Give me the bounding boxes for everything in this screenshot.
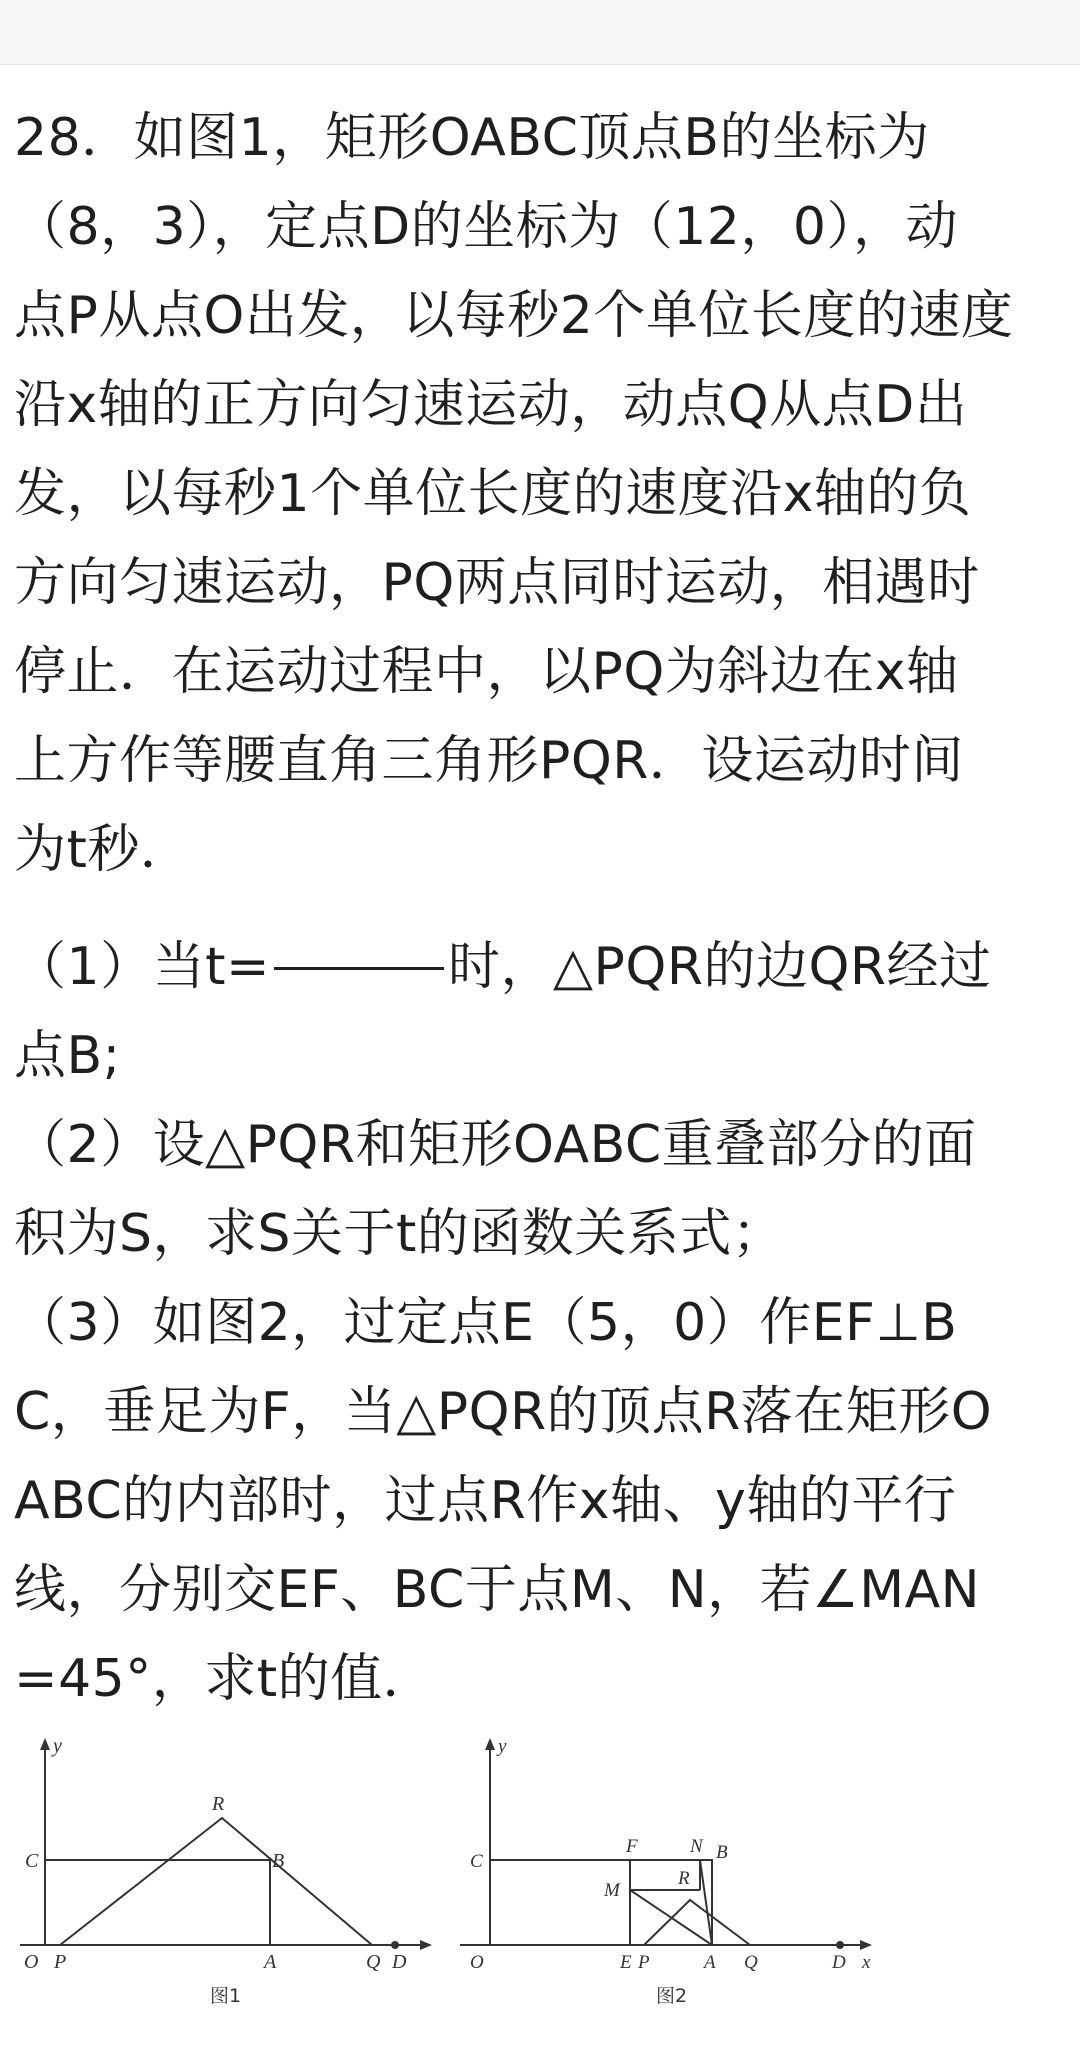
question-3-line: C，垂足为F，当△PQR的顶点R落在矩形O: [14, 1382, 993, 1442]
figure-1-caption: 图1: [210, 1985, 242, 2007]
question-1-prefix: （1）当t=: [14, 937, 271, 997]
figure-1: [20, 1738, 432, 1950]
label-y: y: [53, 1735, 62, 1757]
problem-line: （8，3），定点D的坐标为（12，0），动: [14, 197, 958, 257]
x-axis-arrow: [860, 1940, 872, 1950]
label-n: N: [690, 1836, 703, 1857]
label-x: x: [862, 1952, 871, 1973]
y-axis-arrow: [40, 1738, 50, 1750]
question-1-suffix: 时，△PQR的边QR经过: [448, 937, 992, 997]
label-d: D: [832, 1952, 846, 1973]
figures: [0, 1730, 1080, 2050]
label-a: A: [704, 1952, 716, 1973]
question-1: [14, 923, 1066, 1012]
figure-2: [460, 1738, 872, 1950]
answer-blank: [274, 967, 444, 970]
segment-na: [700, 1860, 712, 1945]
label-q: Q: [744, 1952, 758, 1973]
label-y: y: [498, 1736, 507, 1757]
label-q: Q: [366, 1951, 381, 1973]
question-2-line: （2）设△PQR和矩形OABC重叠部分的面: [14, 1115, 977, 1175]
label-r: R: [678, 1868, 690, 1889]
point-d: [391, 1941, 399, 1949]
problem-line: 停止．在运动过程中，以PQ为斜边在x轴: [14, 642, 959, 702]
question-1-line: 点B;: [14, 1026, 121, 1086]
label-f: F: [626, 1836, 638, 1857]
problem-line: 为t秒．: [14, 820, 193, 880]
figure-2-caption: 图2: [656, 1985, 688, 2007]
problem-line: 沿x轴的正方向匀速运动，动点Q从点D出: [14, 375, 968, 435]
top-bar: [0, 0, 1080, 65]
triangle-pqr: [644, 1900, 750, 1945]
question-3-line: =45°，求t的值．: [14, 1649, 436, 1709]
label-c: C: [25, 1850, 39, 1872]
label-b: B: [716, 1842, 728, 1863]
question-2-line: 积为S，求S关于t的函数关系式；: [14, 1204, 785, 1264]
point-d: [836, 1941, 844, 1949]
problem-line: 点P从点O出发，以每秒2个单位长度的速度: [14, 286, 1014, 346]
y-axis-arrow: [485, 1738, 495, 1750]
label-o: O: [470, 1952, 484, 1973]
problem-line: 28．如图1，矩形OABC顶点B的坐标为: [14, 108, 930, 168]
problem-text: [14, 94, 1066, 1724]
label-d: D: [392, 1951, 407, 1973]
label-r: R: [212, 1793, 225, 1815]
triangle-pqr: [60, 1818, 372, 1945]
label-a: A: [264, 1951, 277, 1973]
label-p: P: [638, 1952, 650, 1973]
label-o: O: [24, 1951, 39, 1973]
label-p: P: [54, 1951, 67, 1973]
figure-1-labels: [24, 1735, 407, 1973]
question-3-line: 线，分别交EF、BC于点M、N，若∠MAN: [14, 1560, 981, 1620]
problem-line: 上方作等腰直角三角形PQR．设运动时间: [14, 731, 964, 791]
figure-2-labels: [470, 1736, 871, 1973]
rectangle-oabc: [45, 1860, 270, 1945]
label-c: C: [470, 1851, 483, 1872]
problem-line: 方向匀速运动，PQ两点同时运动，相遇时: [14, 553, 980, 613]
label-b: B: [272, 1850, 285, 1872]
x-axis-arrow: [420, 1940, 432, 1950]
question-3-line: ABC的内部时，过点R作x轴、y轴的平行: [14, 1471, 957, 1531]
problem-line: 发，以每秒1个单位长度的速度沿x轴的负: [14, 464, 972, 524]
label-e: E: [620, 1952, 632, 1973]
label-m: M: [604, 1880, 620, 1901]
segment-ma: [630, 1890, 712, 1945]
question-3-line: （3）如图2，过定点E（5，0）作EF⊥B: [14, 1293, 958, 1353]
